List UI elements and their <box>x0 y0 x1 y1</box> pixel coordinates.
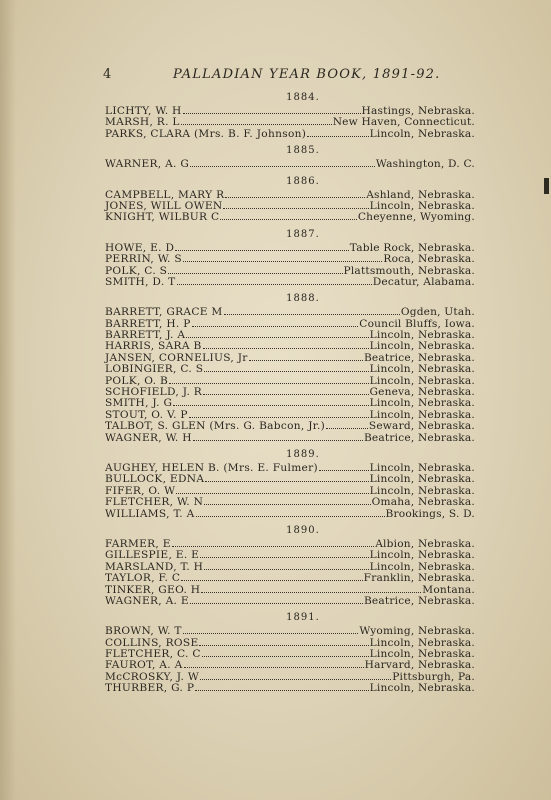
member-entry <box>105 306 475 317</box>
class-year-heading: 1885. <box>286 145 320 157</box>
member-location: Montana. <box>422 583 475 596</box>
member-location: Table Rock, Nebraska. <box>349 241 475 254</box>
member-entry <box>105 538 475 549</box>
dot-leader <box>220 211 356 220</box>
dot-leader <box>203 386 368 395</box>
member-entry <box>105 340 475 351</box>
dot-leader <box>177 276 372 285</box>
member-name: GILLESPIE, E. E <box>105 549 200 562</box>
member-name: MARSH, R. L <box>105 116 180 129</box>
dot-leader <box>196 508 385 517</box>
dot-leader <box>225 189 365 198</box>
member-name: BULLOCK, EDNA <box>105 473 205 486</box>
dot-leader <box>319 462 369 471</box>
member-location: Lincoln, Nebraska. <box>369 473 475 486</box>
page-header <box>103 67 483 85</box>
member-location: Wyoming, Nebraska. <box>359 625 475 638</box>
member-name: FIFER, O. W <box>105 484 176 497</box>
member-entry <box>105 659 475 670</box>
running-title: PALLADIAN YEAR BOOK, 1891-92. <box>173 67 441 82</box>
member-location: Council Bluffs, Iowa. <box>359 317 475 330</box>
dot-leader <box>307 128 368 137</box>
alumni-list <box>105 90 475 694</box>
class-year-heading: 1886. <box>286 175 320 187</box>
dot-leader <box>224 306 400 315</box>
member-name: JANSEN, CORNELIUS, Jr <box>105 351 248 364</box>
member-location: Lincoln, Nebraska. <box>369 199 475 212</box>
member-entry <box>105 473 475 484</box>
member-name: BARRETT, GRACE M <box>105 306 223 319</box>
dot-leader <box>189 409 369 418</box>
dot-leader <box>173 397 368 406</box>
member-entry <box>105 637 475 648</box>
member-name: HOWE, E. D <box>105 241 175 254</box>
member-name: POLK, C. S <box>105 264 168 277</box>
member-entry <box>105 318 475 329</box>
dot-leader <box>190 158 375 167</box>
member-name: JONES, WILL OWEN <box>105 199 223 212</box>
member-name: COLLINS, ROSE <box>105 636 199 649</box>
dot-leader <box>169 375 369 384</box>
member-entry <box>105 595 475 606</box>
member-location: Lincoln, Nebraska. <box>369 682 475 695</box>
member-name: HARRIS, SARA B <box>105 340 202 353</box>
member-location: Omaha, Nebraska. <box>371 496 475 509</box>
member-location: Decatur, Alabama. <box>372 275 475 288</box>
member-entry <box>105 420 475 431</box>
member-name: WAGNER, W. H <box>105 431 192 444</box>
member-entry <box>105 409 475 420</box>
member-entry <box>105 648 475 659</box>
dot-leader <box>195 682 368 691</box>
member-name: SMITH, J. G <box>105 397 173 410</box>
dot-leader <box>192 318 359 327</box>
member-name: TINKER, GEO. H <box>105 583 201 596</box>
member-entry <box>105 329 475 340</box>
member-location: Lincoln, Nebraska. <box>369 549 475 562</box>
member-name: AUGHEY, HELEN B. (Mrs. E. Fulmer) <box>105 461 318 474</box>
member-location: Lincoln, Nebraska. <box>369 397 475 410</box>
member-name: KNIGHT, WILBUR C <box>105 211 220 224</box>
member-location: Seward, Nebraska. <box>368 420 475 433</box>
dot-leader <box>181 572 362 581</box>
member-name: FARMER, E <box>105 537 171 550</box>
member-entry <box>105 200 475 211</box>
member-location: Lincoln, Nebraska. <box>369 461 475 474</box>
dot-leader <box>202 648 369 657</box>
member-location: Beatrice, Nebraska. <box>363 594 475 607</box>
member-name: FLETCHER, W. N <box>105 496 204 509</box>
member-location: Lincoln, Nebraska. <box>369 560 475 573</box>
dot-leader <box>176 485 368 494</box>
member-entry <box>105 242 475 253</box>
member-entry <box>105 211 475 222</box>
member-location: Franklin, Nebraska. <box>363 572 475 585</box>
member-name: LICHTY, W. H <box>105 105 182 117</box>
member-entry <box>105 276 475 287</box>
member-location: Lincoln, Nebraska. <box>369 363 475 376</box>
member-location: Beatrice, Nebraska. <box>363 351 475 364</box>
dot-leader <box>249 352 363 361</box>
member-location: Lincoln, Nebraska. <box>369 636 475 649</box>
member-name: CAMPBELL, MARY R <box>105 188 225 201</box>
dot-leader <box>204 561 368 570</box>
member-name: SMITH, D. T <box>105 275 176 288</box>
dot-leader <box>168 265 342 274</box>
member-entry <box>105 671 475 682</box>
member-location: Geneva, Nebraska. <box>369 386 475 399</box>
member-name: MARSLAND, T. H <box>105 560 204 573</box>
dot-leader <box>186 329 368 338</box>
dot-leader <box>183 105 361 114</box>
member-entry <box>105 561 475 572</box>
dot-leader <box>205 473 368 482</box>
dot-leader <box>200 549 368 558</box>
member-location: Roca, Nebraska. <box>383 253 475 266</box>
member-name: TAYLOR, F. C <box>105 572 181 585</box>
member-entry <box>105 682 475 693</box>
dot-leader <box>183 253 382 262</box>
member-name: THURBER, G. P <box>105 682 195 695</box>
class-year-heading: 1887. <box>286 228 320 240</box>
member-entry <box>105 352 475 363</box>
dot-leader <box>204 496 370 505</box>
member-name: PARKS, CLARA (Mrs. B. F. Johnson) <box>105 127 307 140</box>
member-entry <box>105 158 475 169</box>
member-entry <box>105 386 475 397</box>
member-entry <box>105 397 475 408</box>
member-location: Ogden, Utah. <box>400 306 475 319</box>
page-number: 4 <box>103 67 112 82</box>
dot-leader <box>203 340 369 349</box>
member-entry <box>105 485 475 496</box>
member-location: Plattsmouth, Nebraska. <box>343 264 475 277</box>
member-entry <box>105 116 475 127</box>
member-location: Lincoln, Nebraska. <box>369 374 475 387</box>
member-location: Lincoln, Nebraska. <box>369 648 475 661</box>
member-location: Lincoln, Nebraska. <box>369 329 475 342</box>
member-location: Hastings, Nebraska. <box>361 105 475 117</box>
member-entry <box>105 462 475 473</box>
member-name: STOUT, O. V. P <box>105 408 188 421</box>
member-location: Lincoln, Nebraska. <box>369 484 475 497</box>
dot-leader <box>200 671 391 680</box>
member-location: Cheyenne, Wyoming. <box>357 211 475 224</box>
dot-leader <box>326 420 368 429</box>
member-entry <box>105 189 475 200</box>
member-name: McCROSKY, J. W <box>105 670 200 683</box>
dot-leader <box>184 659 364 668</box>
member-entry <box>105 584 475 595</box>
member-entry <box>105 625 475 636</box>
dot-leader <box>172 538 374 547</box>
dot-leader <box>190 595 363 604</box>
member-location: Lincoln, Nebraska. <box>369 127 475 140</box>
member-entry <box>105 549 475 560</box>
member-name: FLETCHER, C. C <box>105 648 201 661</box>
dot-leader <box>204 363 368 372</box>
member-name: TALBOT, S. GLEN (Mrs. G. Babcon, Jr.) <box>105 420 326 433</box>
member-location: Lincoln, Nebraska. <box>369 340 475 353</box>
member-name: FAUROT, A. A <box>105 659 183 672</box>
member-location: Lincoln, Nebraska. <box>369 408 475 421</box>
member-entry <box>105 508 475 519</box>
member-name: LOBINGIER, C. S <box>105 363 204 376</box>
class-year-heading: 1891. <box>286 612 320 624</box>
member-entry <box>105 496 475 507</box>
dot-leader <box>175 242 349 251</box>
dot-leader <box>201 584 421 593</box>
member-location: Albion, Nebraska. <box>375 537 475 550</box>
member-location: Ashland, Nebraska. <box>366 188 475 201</box>
member-name: PERRIN, W. S <box>105 253 182 266</box>
class-year-heading: 1888. <box>286 293 320 305</box>
member-location: Washington, D. C. <box>375 158 475 171</box>
dot-leader <box>223 200 368 209</box>
member-name: WILLIAMS, T. A <box>105 507 195 520</box>
member-entry <box>105 432 475 443</box>
member-location: Pittsburgh, Pa. <box>392 670 475 683</box>
member-name: BARRETT, H. P <box>105 317 191 330</box>
member-name: POLK, O. B <box>105 374 169 387</box>
member-location: Harvard, Nebraska. <box>364 659 475 672</box>
page-edge-mark <box>544 178 549 194</box>
member-location: Beatrice, Nebraska. <box>363 431 475 444</box>
member-entry <box>105 128 475 139</box>
member-entry <box>105 105 475 116</box>
member-location: Brookings, S. D. <box>385 507 475 520</box>
dot-leader <box>181 116 332 125</box>
class-year-heading: 1890. <box>286 524 320 536</box>
member-name: SCHOFIELD, J. R <box>105 386 203 399</box>
member-entry <box>105 375 475 386</box>
member-entry <box>105 265 475 276</box>
dot-leader <box>183 625 359 634</box>
member-name: BROWN, W. T <box>105 625 182 638</box>
member-entry <box>105 253 475 264</box>
class-year-heading: 1884. <box>286 92 320 103</box>
class-year-heading: 1889. <box>286 448 320 460</box>
member-name: BARRETT, J. A <box>105 329 186 342</box>
dot-leader <box>193 432 363 441</box>
dot-leader <box>199 637 368 646</box>
page-spine-shadow <box>0 0 16 800</box>
member-name: WARNER, A. G <box>105 158 190 171</box>
member-entry <box>105 363 475 374</box>
member-name: WAGNER, A. E <box>105 594 189 607</box>
member-location: New Haven, Connecticut. <box>332 116 475 129</box>
member-entry <box>105 572 475 583</box>
